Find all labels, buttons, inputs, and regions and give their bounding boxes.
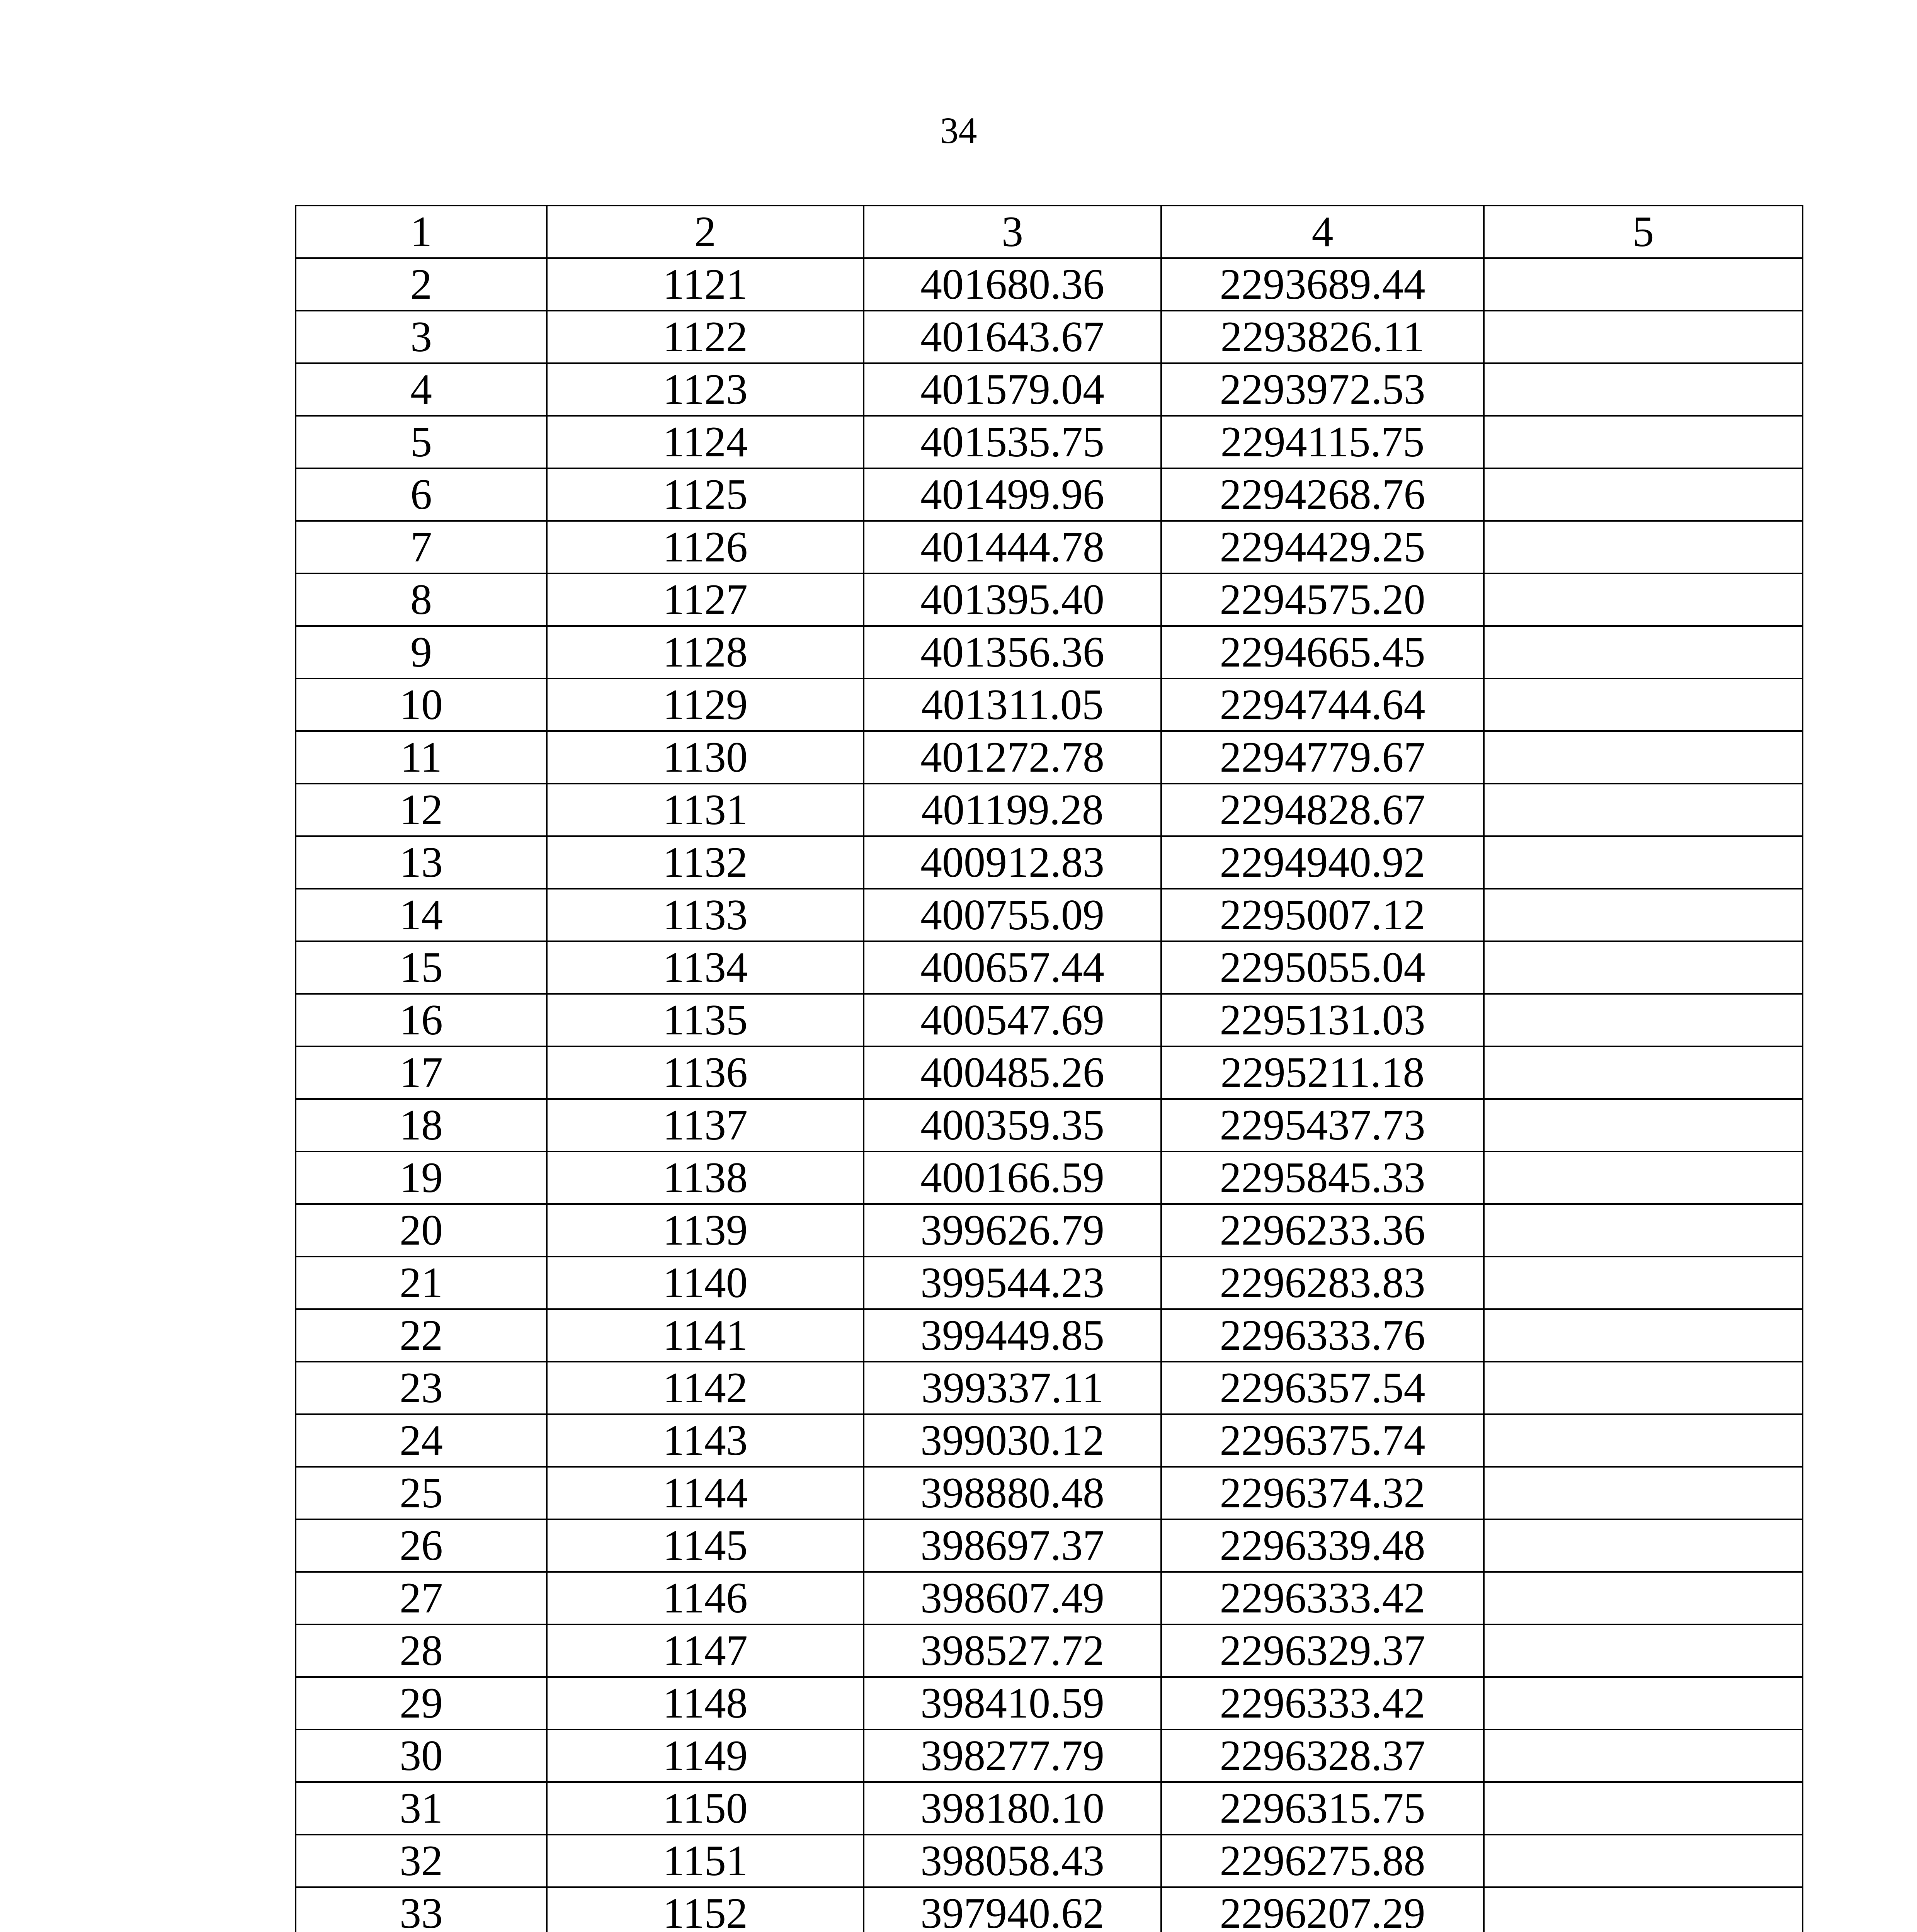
table-cell: 399626.79	[864, 1204, 1161, 1257]
table-cell	[1484, 889, 1803, 941]
table-cell: 3	[296, 311, 547, 363]
table-cell	[1484, 573, 1803, 626]
table-cell: 398410.59	[864, 1677, 1161, 1730]
table-cell: 401395.40	[864, 573, 1161, 626]
table-cell	[1484, 1257, 1803, 1309]
table-cell: 399337.11	[864, 1362, 1161, 1414]
table-cell: 1130	[547, 731, 864, 784]
table-row	[296, 941, 1803, 994]
table-cell: 30	[296, 1730, 547, 1782]
table-cell	[1484, 1887, 1803, 1932]
table-row	[296, 836, 1803, 889]
table-cell: 2296374.32	[1161, 1467, 1484, 1519]
table-cell: 6	[296, 468, 547, 521]
table-cell: 2295211.18	[1161, 1046, 1484, 1099]
table-cell: 400657.44	[864, 941, 1161, 994]
table-cell: 2296375.74	[1161, 1414, 1484, 1467]
table-row	[296, 1835, 1803, 1887]
table-cell: 24	[296, 1414, 547, 1467]
table-cell: 398607.49	[864, 1572, 1161, 1624]
table-cell: 16	[296, 994, 547, 1046]
table-cell: 1128	[547, 626, 864, 679]
table-row	[296, 416, 1803, 468]
table-cell	[1484, 941, 1803, 994]
table-cell: 2295055.04	[1161, 941, 1484, 994]
table-cell: 1134	[547, 941, 864, 994]
table-cell: 401444.78	[864, 521, 1161, 573]
table-cell: 2296275.88	[1161, 1835, 1484, 1887]
table-cell: 2296329.37	[1161, 1624, 1484, 1677]
table-cell	[1484, 1046, 1803, 1099]
table-row	[296, 1730, 1803, 1782]
table-cell: 23	[296, 1362, 547, 1414]
table-cell: 32	[296, 1835, 547, 1887]
table-cell: 401311.05	[864, 679, 1161, 731]
table-cell: 398277.79	[864, 1730, 1161, 1782]
table-cell: 10	[296, 679, 547, 731]
table-cell	[1484, 311, 1803, 363]
table-row	[296, 1782, 1803, 1835]
header-cell: 5	[1484, 206, 1803, 258]
table-cell: 17	[296, 1046, 547, 1099]
table-cell: 400912.83	[864, 836, 1161, 889]
table-cell: 1136	[547, 1046, 864, 1099]
table-cell: 2294665.45	[1161, 626, 1484, 679]
table-cell: 33	[296, 1887, 547, 1932]
table-cell: 1137	[547, 1099, 864, 1151]
table-cell: 399030.12	[864, 1414, 1161, 1467]
table-cell: 398880.48	[864, 1467, 1161, 1519]
table-cell: 2294115.75	[1161, 416, 1484, 468]
table-cell: 2295437.73	[1161, 1099, 1484, 1151]
table-row	[296, 1204, 1803, 1257]
table-cell: 1147	[547, 1624, 864, 1677]
table-cell: 15	[296, 941, 547, 994]
table-cell	[1484, 1730, 1803, 1782]
table-cell: 2294940.92	[1161, 836, 1484, 889]
table-cell: 1125	[547, 468, 864, 521]
table-cell: 401535.75	[864, 416, 1161, 468]
table-cell: 1129	[547, 679, 864, 731]
table-cell: 2294575.20	[1161, 573, 1484, 626]
table-cell	[1484, 1835, 1803, 1887]
table-cell: 2296233.36	[1161, 1204, 1484, 1257]
table-cell: 28	[296, 1624, 547, 1677]
table-cell: 1151	[547, 1835, 864, 1887]
table-cell: 1144	[547, 1467, 864, 1519]
table-cell	[1484, 1414, 1803, 1467]
table-row	[296, 468, 1803, 521]
table-cell: 2296328.37	[1161, 1730, 1484, 1782]
table-cell: 19	[296, 1151, 547, 1204]
table-cell	[1484, 731, 1803, 784]
header-cell: 3	[864, 206, 1161, 258]
table-cell: 1149	[547, 1730, 864, 1782]
table-cell: 2296207.29	[1161, 1887, 1484, 1932]
table-cell	[1484, 521, 1803, 573]
table-cell: 1150	[547, 1782, 864, 1835]
table-cell: 1121	[547, 258, 864, 311]
table-cell: 401356.36	[864, 626, 1161, 679]
table-cell: 1143	[547, 1414, 864, 1467]
table-cell	[1484, 1151, 1803, 1204]
table-cell	[1484, 1624, 1803, 1677]
table-row	[296, 994, 1803, 1046]
table-cell: 2294268.76	[1161, 468, 1484, 521]
table-cell: 20	[296, 1204, 547, 1257]
table-row	[296, 573, 1803, 626]
table-row	[296, 1677, 1803, 1730]
table-cell: 399449.85	[864, 1309, 1161, 1362]
table-cell: 400755.09	[864, 889, 1161, 941]
table-cell: 29	[296, 1677, 547, 1730]
table-cell: 1146	[547, 1572, 864, 1624]
table-row	[296, 1099, 1803, 1151]
table-row	[296, 521, 1803, 573]
table-row	[296, 784, 1803, 836]
table-cell: 2294779.67	[1161, 731, 1484, 784]
table-cell: 2	[296, 258, 547, 311]
table-cell	[1484, 1099, 1803, 1151]
table-row	[296, 679, 1803, 731]
table-cell: 21	[296, 1257, 547, 1309]
table-row	[296, 889, 1803, 941]
table-row	[296, 1887, 1803, 1932]
table-cell	[1484, 1467, 1803, 1519]
table-cell: 398058.43	[864, 1835, 1161, 1887]
table-cell: 2296283.83	[1161, 1257, 1484, 1309]
table-cell: 1141	[547, 1309, 864, 1362]
table-cell: 400485.26	[864, 1046, 1161, 1099]
table-cell: 14	[296, 889, 547, 941]
table-row	[296, 1572, 1803, 1624]
table-row	[296, 1046, 1803, 1099]
table-cell	[1484, 836, 1803, 889]
table-cell: 1126	[547, 521, 864, 573]
table-cell	[1484, 994, 1803, 1046]
table-cell: 1145	[547, 1519, 864, 1572]
table-cell: 1148	[547, 1677, 864, 1730]
table-cell: 398697.37	[864, 1519, 1161, 1572]
table-cell: 401680.36	[864, 258, 1161, 311]
table-cell	[1484, 1677, 1803, 1730]
table-cell: 1135	[547, 994, 864, 1046]
table-row	[296, 1414, 1803, 1467]
table-cell: 401272.78	[864, 731, 1161, 784]
table-row	[296, 1257, 1803, 1309]
table-cell: 2295007.12	[1161, 889, 1484, 941]
table-cell: 1142	[547, 1362, 864, 1414]
header-cell: 1	[296, 206, 547, 258]
table-cell	[1484, 1204, 1803, 1257]
table-cell: 400547.69	[864, 994, 1161, 1046]
table-cell: 11	[296, 731, 547, 784]
table-cell: 2294744.64	[1161, 679, 1484, 731]
table-body	[296, 206, 1803, 1932]
table-cell	[1484, 679, 1803, 731]
table-cell: 12	[296, 784, 547, 836]
table-cell: 2296333.42	[1161, 1677, 1484, 1730]
table-cell	[1484, 626, 1803, 679]
table-cell: 18	[296, 1099, 547, 1151]
table-cell	[1484, 1519, 1803, 1572]
table-cell: 1127	[547, 573, 864, 626]
table-cell: 1138	[547, 1151, 864, 1204]
table-cell	[1484, 1572, 1803, 1624]
table-cell: 2296339.48	[1161, 1519, 1484, 1572]
table-cell: 7	[296, 521, 547, 573]
table-cell: 401199.28	[864, 784, 1161, 836]
table-cell: 1124	[547, 416, 864, 468]
table-cell	[1484, 784, 1803, 836]
table-cell: 31	[296, 1782, 547, 1835]
table-cell: 13	[296, 836, 547, 889]
table-cell: 1152	[547, 1887, 864, 1932]
table-cell: 398180.10	[864, 1782, 1161, 1835]
table-cell: 1140	[547, 1257, 864, 1309]
table-cell: 1139	[547, 1204, 864, 1257]
table-row	[296, 1309, 1803, 1362]
table-cell: 398527.72	[864, 1624, 1161, 1677]
table-cell: 2296357.54	[1161, 1362, 1484, 1414]
page-number: 34	[940, 110, 977, 151]
table-cell: 2296315.75	[1161, 1782, 1484, 1835]
table-row	[296, 1519, 1803, 1572]
table-row	[296, 626, 1803, 679]
table-cell: 401499.96	[864, 468, 1161, 521]
table-row	[296, 363, 1803, 416]
table-cell	[1484, 468, 1803, 521]
table-cell	[1484, 1362, 1803, 1414]
table-cell: 2296333.76	[1161, 1309, 1484, 1362]
table-cell: 2295131.03	[1161, 994, 1484, 1046]
table-cell: 400166.59	[864, 1151, 1161, 1204]
table-cell: 1123	[547, 363, 864, 416]
header-cell: 2	[547, 206, 864, 258]
table-cell: 2293826.11	[1161, 311, 1484, 363]
table-cell: 9	[296, 626, 547, 679]
table-cell: 8	[296, 573, 547, 626]
table-cell: 4	[296, 363, 547, 416]
table-cell: 2293972.53	[1161, 363, 1484, 416]
table-cell	[1484, 416, 1803, 468]
table-cell	[1484, 1309, 1803, 1362]
table-row	[296, 258, 1803, 311]
table-cell: 26	[296, 1519, 547, 1572]
header-cell: 4	[1161, 206, 1484, 258]
table-cell: 5	[296, 416, 547, 468]
table-cell	[1484, 1782, 1803, 1835]
table-row	[296, 1624, 1803, 1677]
table-cell: 2293689.44	[1161, 258, 1484, 311]
table-cell: 1133	[547, 889, 864, 941]
table-cell: 400359.35	[864, 1099, 1161, 1151]
table-row	[296, 1151, 1803, 1204]
table-row	[296, 1467, 1803, 1519]
table-row	[296, 311, 1803, 363]
coordinates-table	[295, 205, 1803, 1932]
table-cell	[1484, 258, 1803, 311]
table-cell: 27	[296, 1572, 547, 1624]
table-cell: 2294828.67	[1161, 784, 1484, 836]
table-cell: 401643.67	[864, 311, 1161, 363]
table-cell: 397940.62	[864, 1887, 1161, 1932]
table-cell: 1131	[547, 784, 864, 836]
table-header-row	[296, 206, 1803, 258]
table-cell: 1132	[547, 836, 864, 889]
table-cell: 22	[296, 1309, 547, 1362]
table-cell	[1484, 363, 1803, 416]
table-cell: 2296333.42	[1161, 1572, 1484, 1624]
table-cell: 2294429.25	[1161, 521, 1484, 573]
table-cell: 401579.04	[864, 363, 1161, 416]
table-cell: 1122	[547, 311, 864, 363]
table-cell: 2295845.33	[1161, 1151, 1484, 1204]
table-row	[296, 731, 1803, 784]
table-cell: 25	[296, 1467, 547, 1519]
table-cell: 399544.23	[864, 1257, 1161, 1309]
table-row	[296, 1362, 1803, 1414]
